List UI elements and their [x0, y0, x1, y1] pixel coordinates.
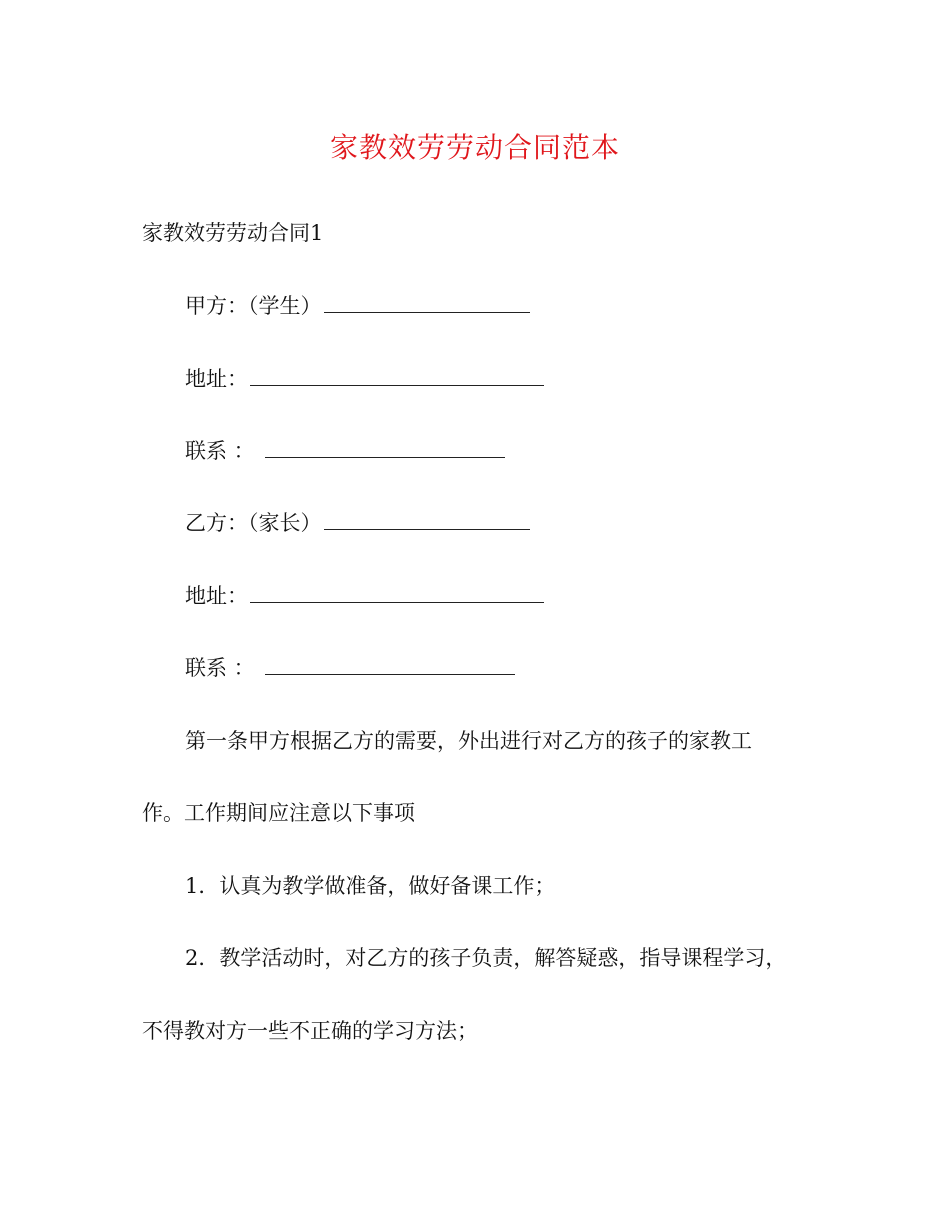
item-1: 1．认真为教学做准备，做好备课工作；: [185, 874, 556, 898]
party-a-address-label: 地址：: [185, 367, 248, 391]
party-b-blank: [324, 509, 530, 530]
party-a-label: 甲方：（学生）: [185, 294, 322, 318]
party-b-address-label: 地址：: [185, 584, 248, 608]
party-a-field: [185, 291, 530, 321]
article1-line1: 第一条甲方根据乙方的需要，外出进行对乙方的孩子的家教工: [185, 729, 752, 753]
document-title: 家教效劳劳动合同范本: [329, 131, 620, 164]
party-a-address-blank: [250, 365, 544, 386]
party-b-contact-blank: [265, 654, 515, 675]
party-a-contact-label: 联系 ：: [185, 439, 255, 463]
article1-line2: 作。工作期间应注意以下事项: [142, 801, 415, 825]
party-a-contact-field: [185, 436, 505, 466]
party-b-label: 乙方：（家长）: [185, 511, 322, 535]
party-b-contact-field: [185, 653, 515, 683]
party-b-field: [185, 508, 530, 538]
item-2-continued: 不得教对方一些不正确的学习方法；: [142, 1019, 478, 1043]
contract-subtitle: 家教效劳劳动合同1: [142, 221, 324, 245]
party-b-address-blank: [250, 582, 544, 603]
party-b-address-field: [185, 581, 544, 611]
item-2: 2．教学活动时，对乙方的孩子负责，解答疑惑，指导课程学习，: [185, 946, 787, 970]
party-b-contact-label: 联系 ：: [185, 656, 255, 680]
party-a-address-field: [185, 364, 544, 394]
party-a-blank: [324, 292, 530, 313]
party-a-contact-blank: [265, 437, 505, 458]
